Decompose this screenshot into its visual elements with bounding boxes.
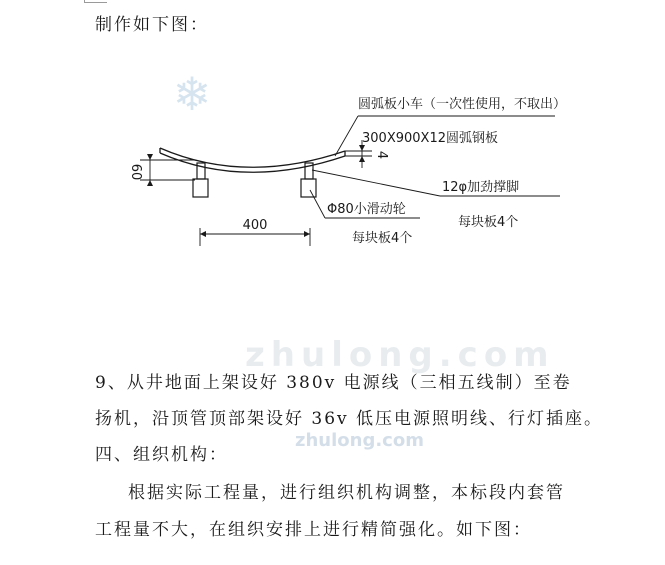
paragraph-org-line-1: 根据实际工程量，进行组织机构调整，本标段内套管 bbox=[128, 483, 565, 503]
paragraph-9-line-1: 9、从井地面上架设好 380v 电源线（三相五线制）至卷 bbox=[95, 373, 572, 393]
brace-label: 12φ加劲撑脚 bbox=[442, 180, 520, 195]
height-dimension bbox=[128, 154, 195, 186]
snowflake-watermark-icon: ❄ bbox=[172, 67, 212, 121]
spacing-dimension bbox=[200, 218, 310, 246]
paragraph-org-line-2: 工程量不大，在组织安排上进行精简强化。如下图： bbox=[95, 520, 532, 540]
arc-plate-inner bbox=[160, 153, 345, 172]
wheel-count-label: 每块板4个 bbox=[352, 231, 413, 246]
wheel-label: Φ80小滑动轮 bbox=[327, 202, 406, 217]
spacing-dim-label: 400 bbox=[242, 218, 268, 233]
site-watermark-small: zhulong.com bbox=[295, 430, 424, 451]
intro-text: 制作如下图： bbox=[95, 15, 209, 35]
section-heading-organization: 四、组织机构： bbox=[95, 445, 228, 465]
brace-count-label: 每块板4个 bbox=[458, 215, 519, 230]
right-wheel-assembly bbox=[301, 163, 316, 197]
site-watermark-large: zhulong.com bbox=[245, 335, 555, 375]
cart-label: 圆弧板小车（一次性使用，不取出） bbox=[358, 97, 567, 112]
thickness-dim-label: 4 bbox=[374, 150, 389, 160]
plate-label: 300X900X12圆弧钢板 bbox=[362, 131, 498, 146]
height-dim-label: 60 bbox=[128, 163, 143, 181]
paragraph-9-line-2: 扬机，沿顶管顶部架设好 36v 低压电源照明线、行灯插座。 bbox=[95, 409, 604, 429]
